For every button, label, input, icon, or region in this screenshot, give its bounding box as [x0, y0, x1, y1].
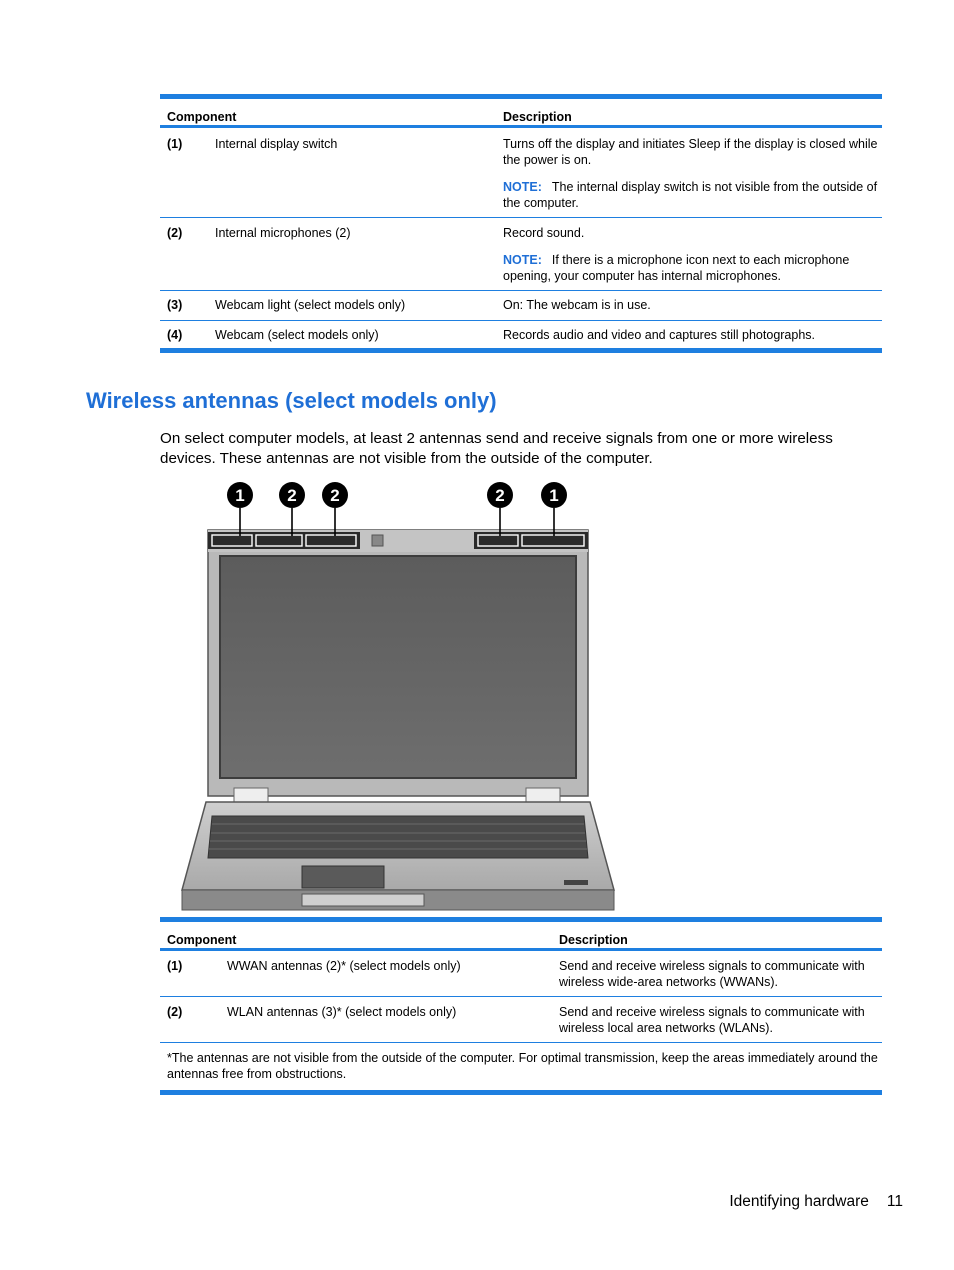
table-row	[160, 950, 882, 997]
hinge-left	[234, 788, 268, 802]
fingerprint-reader	[564, 880, 588, 885]
table-row	[160, 997, 882, 1043]
header-description: Description	[503, 110, 572, 124]
hinge-right	[526, 788, 560, 802]
component-description: Send and receive wireless signals to communicate with wireless wide-area networks (WWANs).	[559, 959, 865, 989]
row-number: (2)	[167, 226, 183, 240]
touchpad	[302, 866, 384, 888]
row-number: (4)	[167, 328, 183, 342]
intro-paragraph: On select computer models, at least 2 antennas send and receive signals from one or more wireless devices. These antennas are not visible from the outside of the computer.	[160, 430, 833, 467]
table-header-row	[160, 920, 882, 950]
page-footer	[729, 1193, 903, 1211]
callout-label: 1	[235, 486, 245, 505]
table-footnote: *The antennas are not visible from the outside of the computer. For optimal transmission, keep the areas immediately around the antennas free from obstructions.	[167, 1051, 878, 1081]
callout-1-left	[227, 482, 253, 508]
laptop-screen	[220, 556, 576, 778]
callouts	[227, 482, 567, 508]
component-description: Send and receive wireless signals to communicate with wireless local area networks (WLANs).	[559, 1005, 865, 1035]
component-name: Internal microphones (2)	[215, 226, 351, 240]
laptop-illustration	[178, 478, 618, 914]
component-name: Webcam light (select models only)	[215, 298, 406, 312]
note-text: The internal display switch is not visible from the outside of the computer.	[503, 180, 878, 210]
note	[503, 252, 878, 284]
section-title: Wireless antennas (select models only)	[86, 388, 497, 413]
header-description: Description	[559, 933, 628, 947]
note-label: NOTE:	[503, 180, 542, 194]
component-description	[496, 218, 882, 291]
table-row	[160, 321, 882, 351]
header-component: Component	[167, 933, 237, 947]
component-description: Records audio and video and captures still photographs.	[503, 328, 816, 342]
row-number: (1)	[167, 137, 183, 151]
keyboard	[208, 816, 588, 858]
callout-label: 2	[287, 486, 297, 505]
row-number: (2)	[167, 1005, 183, 1019]
note	[503, 179, 878, 211]
callout-2-left-a	[279, 482, 305, 508]
page-number: 11	[886, 1193, 903, 1210]
callout-label: 1	[549, 486, 559, 505]
component-name: Webcam (select models only)	[215, 328, 379, 342]
footer-section-name: Identifying hardware	[729, 1193, 869, 1210]
callout-2-left-b	[322, 482, 348, 508]
callout-1-right	[541, 482, 567, 508]
description-text: Turns off the display and initiates Sleep if the display is closed while the power is on.	[503, 137, 878, 167]
table-row	[160, 291, 882, 321]
callout-label: 2	[330, 486, 340, 505]
webcam-icon	[372, 535, 383, 546]
table-row	[160, 218, 882, 291]
laptop-antenna-figure	[178, 478, 618, 914]
callout-2-right	[487, 482, 513, 508]
components-table-antennas	[160, 917, 882, 1095]
table-header-row	[160, 97, 882, 127]
callout-label: 2	[495, 486, 505, 505]
note-label: NOTE:	[503, 253, 542, 267]
table-row	[160, 127, 882, 218]
components-table-display	[160, 94, 882, 353]
header-component: Component	[167, 110, 237, 124]
row-number: (1)	[167, 959, 183, 973]
component-name: Internal display switch	[215, 137, 338, 151]
description-text: Record sound.	[503, 226, 585, 240]
table-footnote-row	[160, 1043, 882, 1093]
row-number: (3)	[167, 298, 183, 312]
component-description: On: The webcam is in use.	[503, 298, 651, 312]
front-ports	[302, 894, 424, 906]
component-name: WLAN antennas (3)* (select models only)	[227, 1005, 457, 1019]
note-text: If there is a microphone icon next to each microphone opening, your computer has internal microphones.	[503, 253, 850, 283]
component-name: WWAN antennas (2)* (select models only)	[227, 959, 461, 973]
component-description	[496, 127, 882, 218]
